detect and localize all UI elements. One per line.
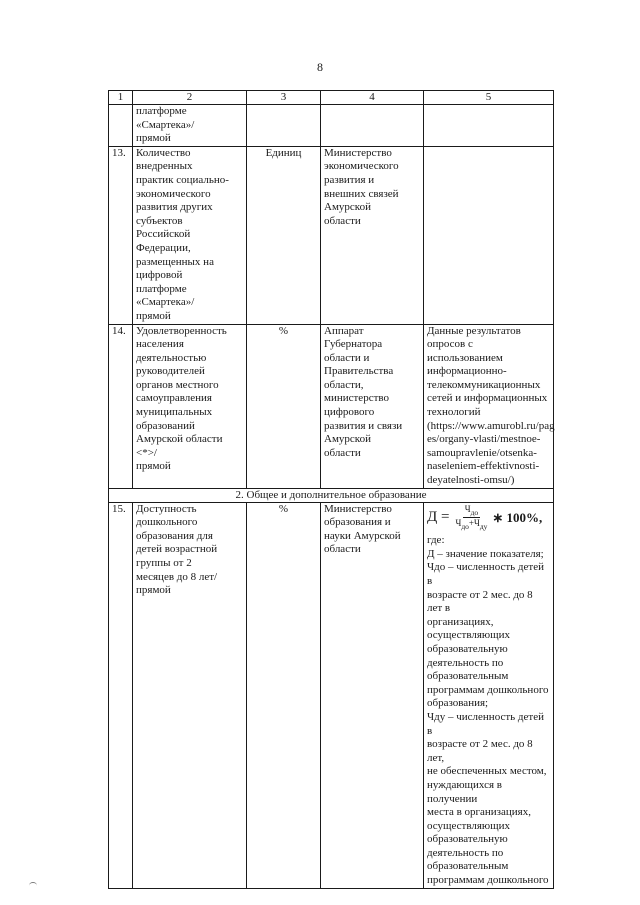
source-cell: Данные результатов опросов с использованием информационно- телекоммуникационных сетей и информационных технологий (https://www.amurobl.ru/pag es/organy-vlasti/mestnoe- samoupravlenie/otsenka- naseleniem-effektivnosti- deyatelnosti-omsu/) <box>424 324 554 488</box>
section-title: 2. Общее и дополнительное образование <box>109 488 554 502</box>
formula-numerator <box>463 504 480 519</box>
formula-fraction <box>455 504 487 533</box>
table-row-13 <box>109 146 554 324</box>
indicator-name: платформе «Смартека»/ прямой <box>133 105 247 147</box>
indicator-name: Удовлетворенность населения деятельностью руководителей органов местного самоуправления муниципальных образований Амурской области <*>/ прямой <box>133 324 247 488</box>
header-cell-5: 5 <box>424 91 554 105</box>
formula <box>427 504 550 533</box>
numerator-symbol: Ч <box>464 503 471 514</box>
formula-lhs: Д = <box>427 509 450 526</box>
formula-denominator <box>455 518 487 532</box>
table-header-row <box>109 91 554 105</box>
section-row <box>109 488 554 502</box>
header-cell-4: 4 <box>321 91 424 105</box>
unit-cell: Единиц <box>247 146 321 324</box>
table-row-14 <box>109 324 554 488</box>
header-cell-2: 2 <box>133 91 247 105</box>
indicator-name: Количество внедренных практик социально- экономического развития других субъектов Российской Федерации, размещенных на цифровой платформе «Смартека»/ прямой <box>133 146 247 324</box>
source-cell <box>424 105 554 147</box>
responsible-cell: Министерство экономического развития и внешних связей Амурской области <box>321 146 424 324</box>
denominator-plus: +Ч <box>468 518 480 529</box>
source-cell <box>424 146 554 324</box>
responsible-cell: Министерство образования и науки Амурской области <box>321 502 424 888</box>
table-row-15 <box>109 502 554 888</box>
responsible-cell <box>321 105 424 147</box>
denominator-subscript-1: до <box>461 522 469 532</box>
responsible-cell: Аппарат Губернатора области и Правительства области, министерство цифрового развития и связи Амурской области <box>321 324 424 488</box>
denominator-symbol: Ч <box>455 518 462 529</box>
source-cell <box>424 502 554 888</box>
table-row-continuation <box>109 105 554 147</box>
page-number: 8 <box>317 60 323 74</box>
indicator-name: Доступность дошкольного образования для детей возрастной группы от 2 месяцев до 8 лет/ прямой <box>133 502 247 888</box>
row-number: 15. <box>109 502 133 888</box>
header-cell-3: 3 <box>247 91 321 105</box>
unit-cell: % <box>247 502 321 888</box>
formula-explanation: где: Д – значение показателя; Чдо – численность детей в возрасте от 2 мес. до 8 лет в организациях, осуществляющих образовательную деятельность по образовательным программам дошкольного образования; Чду – численность детей в возрасте от 2 мес. до 8 лет, не обеспеченных местом, нуждающихся в получении места в организациях, осуществляющих образовательную деятельность по образовательным программам дошкольного <box>427 534 549 887</box>
pen-mark <box>29 882 37 889</box>
formula-rhs: ∗ 100%, <box>492 510 543 526</box>
header-cell-1: 1 <box>109 91 133 105</box>
row-number: 13. <box>109 146 133 324</box>
row-number: 14. <box>109 324 133 488</box>
unit-cell: % <box>247 324 321 488</box>
unit-cell <box>247 105 321 147</box>
numerator-subscript: до <box>470 507 479 517</box>
denominator-subscript-2: ду <box>479 522 488 532</box>
indicators-table <box>108 90 554 889</box>
row-number <box>109 105 133 147</box>
